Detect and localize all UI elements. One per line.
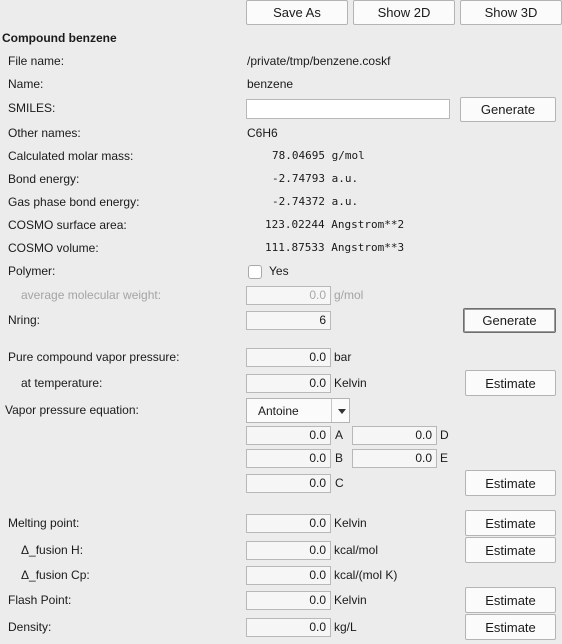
save-as-button[interactable]: Save As <box>246 0 348 25</box>
compound-title: Compound benzene <box>2 31 117 45</box>
name-label: Name: <box>8 77 44 91</box>
surface-area-value: 123.02244 Angstrom**2 <box>265 218 405 231</box>
combo-divider <box>331 399 332 422</box>
vapor-pressure-label: Pure compound vapor pressure: <box>8 350 180 364</box>
melting-point-unit: Kelvin <box>334 516 367 530</box>
fusion-cp-unit: kcal/(mol K) <box>334 568 398 582</box>
temperature-input[interactable]: 0.0 <box>246 374 331 393</box>
fusion-h-unit: kcal/mol <box>334 543 379 557</box>
coef-b-letter: B <box>335 451 344 465</box>
coef-a-input[interactable]: 0.0 <box>246 426 331 445</box>
vapor-equation-select[interactable] <box>246 398 350 423</box>
fusion-h-label: Δ_fusion H: <box>21 543 84 557</box>
bond-energy-label: Bond energy: <box>8 172 80 186</box>
coef-b-input[interactable]: 0.0 <box>246 449 331 468</box>
avg-mol-weight-input: 0.0 <box>246 286 331 305</box>
smiles-generate-button[interactable]: Generate <box>460 97 556 122</box>
coef-d-input[interactable]: 0.0 <box>352 426 437 445</box>
temperature-estimate-button[interactable]: Estimate <box>465 370 556 396</box>
fusion-cp-label: Δ_fusion Cp: <box>21 568 90 582</box>
file-name-value: /private/tmp/benzene.coskf <box>247 54 391 68</box>
flash-point-unit: Kelvin <box>334 593 367 607</box>
bond-energy-value: -2.74793 a.u. <box>272 172 359 185</box>
temperature-label: at temperature: <box>21 376 103 390</box>
surface-area-label: COSMO surface area: <box>8 218 127 232</box>
fusion-cp-input[interactable]: 0.0 <box>246 566 331 585</box>
polymer-checkbox[interactable] <box>248 265 262 279</box>
vapor-equation-selected: Antoine <box>258 404 299 418</box>
density-label: Density: <box>8 620 52 634</box>
avg-mol-weight-label: average molecular weight: <box>21 288 162 302</box>
volume-value: 111.87533 Angstrom**3 <box>265 241 405 254</box>
other-names-label: Other names: <box>8 126 81 140</box>
coef-e-input[interactable]: 0.0 <box>352 449 437 468</box>
coef-e-letter: E <box>440 451 449 465</box>
nring-label: Nring: <box>8 313 41 327</box>
flash-point-label: Flash Point: <box>8 593 72 607</box>
molar-mass-value: 78.04695 g/mol <box>272 149 365 162</box>
melting-point-label: Melting point: <box>8 516 80 530</box>
coef-a-letter: A <box>335 428 344 442</box>
coefficients-estimate-button[interactable]: Estimate <box>465 470 556 496</box>
fusion-h-estimate-button[interactable]: Estimate <box>465 537 556 563</box>
fusion-h-input[interactable]: 0.0 <box>246 541 331 560</box>
coef-d-letter: D <box>440 428 449 442</box>
flash-point-input[interactable]: 0.0 <box>246 591 331 610</box>
other-names-value: C6H6 <box>247 126 278 140</box>
melting-point-input[interactable]: 0.0 <box>246 514 331 533</box>
nring-generate-button[interactable]: Generate <box>463 308 556 333</box>
density-unit: kg/L <box>334 620 357 634</box>
name-value: benzene <box>247 77 294 91</box>
avg-mol-weight-unit: g/mol <box>334 288 364 302</box>
file-name-label: File name: <box>8 54 65 68</box>
coef-c-input[interactable]: 0.0 <box>246 474 331 493</box>
temperature-unit: Kelvin <box>334 376 367 390</box>
molar-mass-label: Calculated molar mass: <box>8 149 134 163</box>
coef-c-letter: C <box>335 476 344 490</box>
vapor-pressure-input[interactable]: 0.0 <box>246 348 331 367</box>
show-3d-button[interactable]: Show 3D <box>460 0 562 25</box>
flash-point-estimate-button[interactable]: Estimate <box>465 587 556 613</box>
gas-bond-energy-label: Gas phase bond energy: <box>8 195 140 209</box>
vapor-equation-label: Vapor pressure equation: <box>5 403 139 417</box>
polymer-label: Polymer: <box>8 264 56 278</box>
chevron-down-icon <box>335 404 349 418</box>
nring-input[interactable]: 6 <box>246 311 331 330</box>
smiles-label: SMILES: <box>8 101 56 115</box>
smiles-input[interactable] <box>246 99 450 119</box>
density-input[interactable]: 0.0 <box>246 618 331 637</box>
vapor-pressure-unit: bar <box>334 350 352 364</box>
melting-point-estimate-button[interactable]: Estimate <box>465 510 556 536</box>
gas-bond-energy-value: -2.74372 a.u. <box>272 195 359 208</box>
polymer-yes-label: Yes <box>269 264 289 278</box>
show-2d-button[interactable]: Show 2D <box>353 0 455 25</box>
volume-label: COSMO volume: <box>8 241 99 255</box>
density-estimate-button[interactable]: Estimate <box>465 614 556 640</box>
